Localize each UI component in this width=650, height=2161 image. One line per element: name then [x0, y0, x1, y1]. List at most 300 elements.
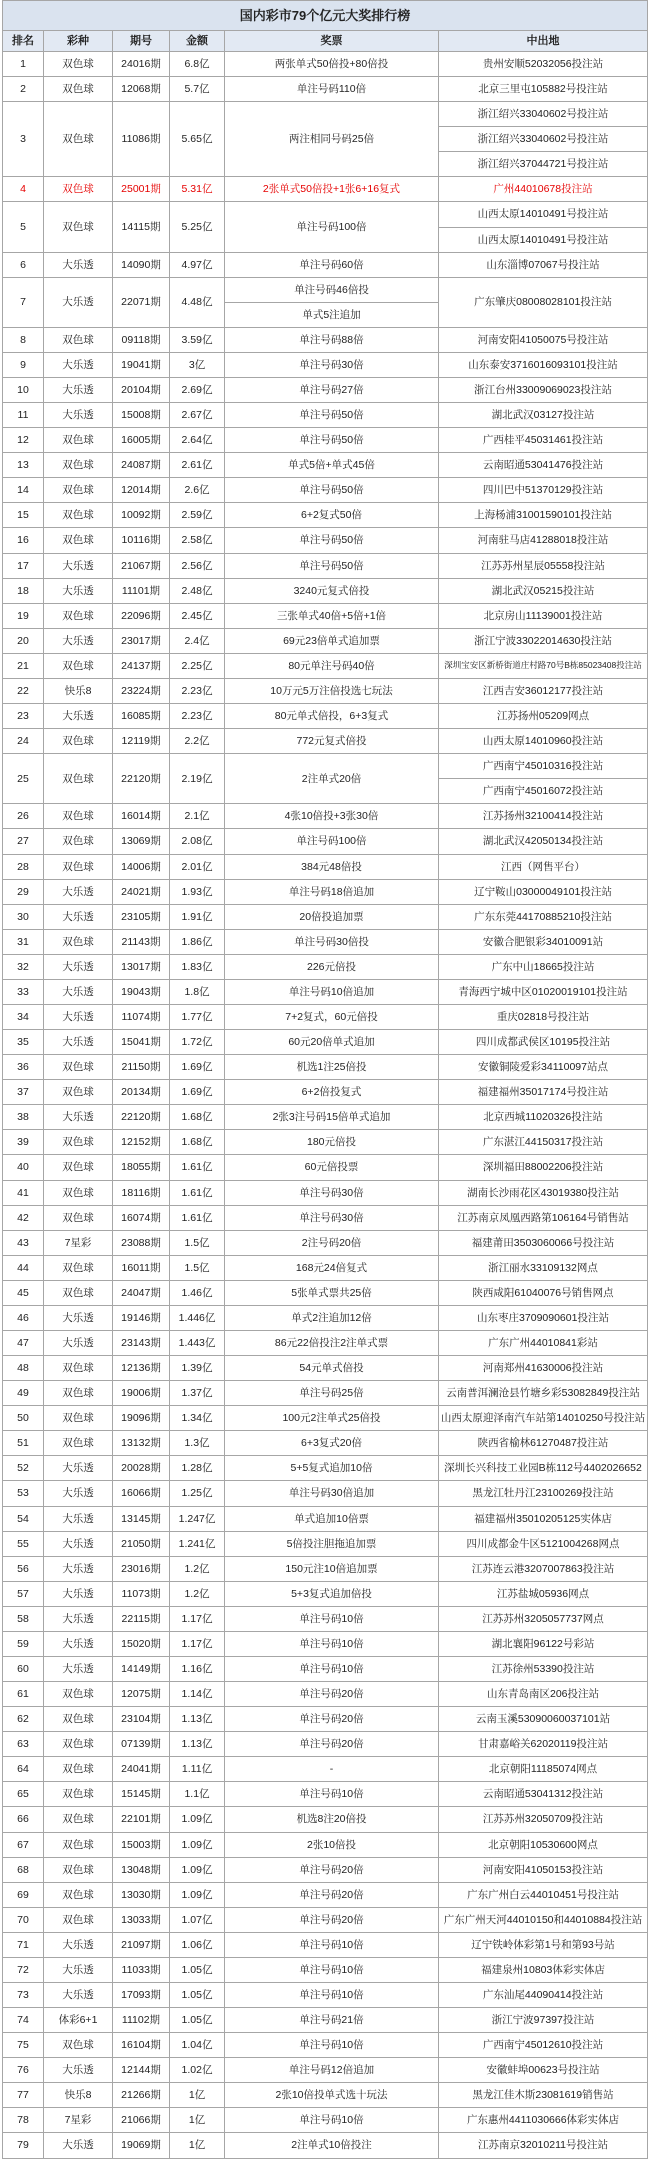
issue-cell: 23088期 — [113, 1231, 170, 1256]
rank-cell: 39 — [3, 1130, 44, 1155]
location-cell: 福建泉州10803体彩实体店 — [439, 1958, 648, 1983]
location-cell: 湖北武汉42050134投注站 — [439, 829, 648, 854]
amount-cell: 1.14亿 — [170, 1682, 225, 1707]
location-cell: 云南普洱澜沧县竹塘乡彩53082849投注站 — [439, 1381, 648, 1406]
lottery-type-cell: 双色球 — [44, 1055, 113, 1080]
rank-cell: 9 — [3, 353, 44, 378]
location-cell: 陕西省榆林61270487投注站 — [439, 1431, 648, 1456]
location-cell: 河南驻马店41288018投注站 — [439, 528, 648, 553]
rank-cell: 78 — [3, 2108, 44, 2133]
lottery-type-cell: 双色球 — [44, 1381, 113, 1406]
issue-cell: 19006期 — [113, 1381, 170, 1406]
column-header-issue: 期号 — [113, 31, 170, 52]
rank-cell: 71 — [3, 1933, 44, 1958]
table-row — [3, 2058, 648, 2083]
lottery-type-cell: 双色球 — [44, 1833, 113, 1858]
issue-cell: 23224期 — [113, 679, 170, 704]
table-row — [3, 1055, 648, 1080]
location-cell: 广东广州44010841彩站 — [439, 1331, 648, 1356]
ticket-cell: 单注号码20倍 — [225, 1732, 439, 1757]
location-cell: 甘肃嘉峪关62020119投注站 — [439, 1732, 648, 1757]
rank-cell: 7 — [3, 278, 44, 328]
lottery-type-cell: 双色球 — [44, 478, 113, 503]
issue-cell: 23143期 — [113, 1331, 170, 1356]
amount-cell: 2.64亿 — [170, 428, 225, 453]
table-row — [3, 729, 648, 754]
rank-cell: 1 — [3, 52, 44, 77]
location-cell: 福建莆田3503060066号投注站 — [439, 1231, 648, 1256]
amount-cell: 3亿 — [170, 353, 225, 378]
amount-cell: 1.05亿 — [170, 2008, 225, 2033]
rank-cell: 5 — [3, 202, 44, 252]
ticket-cell: 6+2复式50倍 — [225, 503, 439, 528]
rank-cell: 20 — [3, 629, 44, 654]
ticket-cell: 单注号码60倍 — [225, 253, 439, 278]
ranking-table — [2, 0, 648, 2159]
lottery-type-cell: 大乐透 — [44, 278, 113, 328]
lottery-type-cell: 双色球 — [44, 453, 113, 478]
table-row — [3, 202, 648, 252]
issue-cell: 11086期 — [113, 102, 170, 177]
ticket-cell: 3240元复式倍投 — [225, 579, 439, 604]
issue-cell: 16104期 — [113, 2033, 170, 2058]
rank-cell: 33 — [3, 980, 44, 1005]
header-row — [3, 31, 648, 52]
lottery-type-cell: 大乐透 — [44, 1331, 113, 1356]
issue-cell: 20104期 — [113, 378, 170, 403]
rank-cell: 44 — [3, 1256, 44, 1281]
rank-cell: 74 — [3, 2008, 44, 2033]
amount-cell: 1.17亿 — [170, 1632, 225, 1657]
ticket-cell: 226元倍投 — [225, 955, 439, 980]
amount-cell: 1.13亿 — [170, 1707, 225, 1732]
rank-cell: 79 — [3, 2133, 44, 2158]
amount-cell: 5.25亿 — [170, 202, 225, 252]
amount-cell: 2.23亿 — [170, 679, 225, 704]
ticket-cell: 单注号码10倍 — [225, 1983, 439, 2008]
table-row — [3, 1532, 648, 1557]
location-cell: 广西桂平45031461投注站 — [439, 428, 648, 453]
location-cell: 贵州安顺52032056投注站 — [439, 52, 648, 77]
issue-cell: 24137期 — [113, 654, 170, 679]
lottery-type-cell: 双色球 — [44, 2033, 113, 2058]
table-row — [3, 1481, 648, 1506]
issue-cell: 22115期 — [113, 1607, 170, 1632]
lottery-type-cell: 7星彩 — [44, 2108, 113, 2133]
amount-cell: 1.1亿 — [170, 1782, 225, 1807]
issue-cell: 24041期 — [113, 1757, 170, 1782]
location-cell: 四川成都武侯区10195投注站 — [439, 1030, 648, 1055]
lottery-type-cell: 双色球 — [44, 1181, 113, 1206]
location-cell: 广东广州天河44010150和44010884投注站 — [439, 1908, 648, 1933]
issue-cell: 16005期 — [113, 428, 170, 453]
ticket-cell: 60元20倍单式追加 — [225, 1030, 439, 1055]
rank-cell: 57 — [3, 1582, 44, 1607]
ticket-cell: 2注单式20倍 — [225, 754, 439, 804]
amount-cell: 6.8亿 — [170, 52, 225, 77]
location-cell: 广东东莞44170885210投注站 — [439, 905, 648, 930]
lottery-type-cell: 大乐透 — [44, 1582, 113, 1607]
table-row — [3, 453, 648, 478]
rank-cell: 46 — [3, 1306, 44, 1331]
location-cell: 江苏苏州32050709投注站 — [439, 1807, 648, 1832]
ticket-cell: 4张10倍投+3张30倍 — [225, 804, 439, 829]
amount-cell: 1.02亿 — [170, 2058, 225, 2083]
lottery-type-cell: 双色球 — [44, 202, 113, 252]
issue-cell: 19069期 — [113, 2133, 170, 2158]
amount-cell: 1.68亿 — [170, 1105, 225, 1130]
amount-cell: 5.7亿 — [170, 77, 225, 102]
rank-cell: 56 — [3, 1557, 44, 1582]
ticket-cell: 2张3注号码15倍单式追加 — [225, 1105, 439, 1130]
location-cell: 浙江绍兴33040602号投注站 — [439, 102, 648, 127]
location-cell: 北京三里屯105882号投注站 — [439, 77, 648, 102]
rank-cell: 10 — [3, 378, 44, 403]
amount-cell: 1.28亿 — [170, 1456, 225, 1481]
table-row — [3, 1431, 648, 1456]
table-title: 国内彩市79个亿元大奖排行榜 — [3, 1, 648, 31]
amount-cell: 1.11亿 — [170, 1757, 225, 1782]
amount-cell: 2.01亿 — [170, 855, 225, 880]
location-cell: 辽宁鞍山03000049101投注站 — [439, 880, 648, 905]
amount-cell: 1.61亿 — [170, 1155, 225, 1180]
ticket-cell: 单注号码100倍 — [225, 829, 439, 854]
issue-cell: 21143期 — [113, 930, 170, 955]
table-row — [3, 2133, 648, 2158]
location-cell: 河南郑州41630006投注站 — [439, 1356, 648, 1381]
table-row — [3, 855, 648, 880]
amount-cell: 1.69亿 — [170, 1055, 225, 1080]
lottery-type-cell: 双色球 — [44, 1732, 113, 1757]
location-cell: 云南昭通53041476投注站 — [439, 453, 648, 478]
ticket-cell: 单注号码50倍 — [225, 428, 439, 453]
location-cell: 广东肇庆08008028101投注站 — [439, 278, 648, 328]
ticket-cell: 5+3复式追加倍投 — [225, 1582, 439, 1607]
location-cell: 山东枣庄3709090601投注站 — [439, 1306, 648, 1331]
column-header-rank: 排名 — [3, 31, 44, 52]
lottery-type-cell: 大乐透 — [44, 1456, 113, 1481]
rank-cell: 18 — [3, 579, 44, 604]
amount-cell: 1.07亿 — [170, 1908, 225, 1933]
location-cell: 湖北武汉03127投注站 — [439, 403, 648, 428]
table-row — [3, 1231, 648, 1256]
issue-cell: 25001期 — [113, 177, 170, 202]
lottery-type-cell: 双色球 — [44, 102, 113, 177]
rank-cell: 23 — [3, 704, 44, 729]
amount-cell: 1.77亿 — [170, 1005, 225, 1030]
table-row — [3, 2033, 648, 2058]
issue-cell: 16011期 — [113, 1256, 170, 1281]
table-row — [3, 905, 648, 930]
amount-cell: 1亿 — [170, 2083, 225, 2108]
amount-cell: 1.86亿 — [170, 930, 225, 955]
location-cell: 山东泰安3716016093101投注站 — [439, 353, 648, 378]
amount-cell: 1.446亿 — [170, 1306, 225, 1331]
issue-cell: 22096期 — [113, 604, 170, 629]
amount-cell: 2.25亿 — [170, 654, 225, 679]
issue-cell: 14115期 — [113, 202, 170, 252]
table-row — [3, 1757, 648, 1782]
lottery-type-cell: 大乐透 — [44, 1983, 113, 2008]
issue-cell: 11074期 — [113, 1005, 170, 1030]
amount-cell: 1.2亿 — [170, 1557, 225, 1582]
amount-cell: 1.05亿 — [170, 1958, 225, 1983]
table-row — [3, 278, 648, 328]
rank-cell: 4 — [3, 177, 44, 202]
issue-cell: 22120期 — [113, 1105, 170, 1130]
location-cell: 北京朝阳10530600网点 — [439, 1833, 648, 1858]
location-cell: 福建福州35017174号投注站 — [439, 1080, 648, 1105]
amount-cell: 2.58亿 — [170, 528, 225, 553]
table-row — [3, 503, 648, 528]
amount-cell: 1.443亿 — [170, 1331, 225, 1356]
location-cell: 广东汕尾44090414投注站 — [439, 1983, 648, 2008]
issue-cell: 12075期 — [113, 1682, 170, 1707]
ticket-cell: 单注号码50倍 — [225, 528, 439, 553]
rank-cell: 69 — [3, 1883, 44, 1908]
table-row — [3, 1807, 648, 1832]
lottery-type-cell: 双色球 — [44, 1807, 113, 1832]
ticket-cell: 机选1注25倍投 — [225, 1055, 439, 1080]
table-row — [3, 1406, 648, 1431]
lottery-type-cell: 大乐透 — [44, 1933, 113, 1958]
column-header-amount: 金额 — [170, 31, 225, 52]
location-cell: 湖北襄阳96122号彩站 — [439, 1632, 648, 1657]
rank-cell: 22 — [3, 679, 44, 704]
lottery-type-cell: 双色球 — [44, 754, 113, 804]
lottery-type-cell: 双色球 — [44, 328, 113, 353]
location-cell: 广西南宁45016072投注站 — [439, 779, 648, 804]
rank-cell: 52 — [3, 1456, 44, 1481]
location-cell: 广东惠州4411030666体彩实体店 — [439, 2108, 648, 2133]
ticket-cell: 单式5注追加 — [225, 303, 439, 328]
rank-cell: 37 — [3, 1080, 44, 1105]
table-row — [3, 1080, 648, 1105]
location-cell: 黑龙江牡丹江23100269投注站 — [439, 1481, 648, 1506]
rank-cell: 40 — [3, 1155, 44, 1180]
location-group — [439, 102, 648, 177]
lottery-type-cell: 大乐透 — [44, 905, 113, 930]
table-row — [3, 2083, 648, 2108]
location-cell: 浙江绍兴33040602号投注站 — [439, 127, 648, 152]
lottery-type-cell: 双色球 — [44, 77, 113, 102]
ticket-cell: 80元单式倍投，6+3复式 — [225, 704, 439, 729]
location-cell: 江苏扬州05209网点 — [439, 704, 648, 729]
rank-cell: 49 — [3, 1381, 44, 1406]
issue-cell: 18055期 — [113, 1155, 170, 1180]
amount-cell: 1亿 — [170, 2108, 225, 2133]
rank-cell: 42 — [3, 1206, 44, 1231]
table-row — [3, 1958, 648, 1983]
issue-cell: 19096期 — [113, 1406, 170, 1431]
location-cell: 浙江丽水33109132网点 — [439, 1256, 648, 1281]
table-row — [3, 1206, 648, 1231]
ticket-cell: 168元24倍复式 — [225, 1256, 439, 1281]
issue-cell: 19041期 — [113, 353, 170, 378]
lottery-type-cell: 大乐透 — [44, 629, 113, 654]
issue-cell: 15020期 — [113, 1632, 170, 1657]
issue-cell: 13048期 — [113, 1858, 170, 1883]
amount-cell: 1.247亿 — [170, 1507, 225, 1532]
amount-cell: 1.37亿 — [170, 1381, 225, 1406]
location-cell: 江苏南京32010211号投注站 — [439, 2133, 648, 2158]
ticket-cell: 单注号码20倍 — [225, 1858, 439, 1883]
amount-cell: 1.5亿 — [170, 1256, 225, 1281]
lottery-type-cell: 体彩6+1 — [44, 2008, 113, 2033]
lottery-type-cell: 快乐8 — [44, 679, 113, 704]
ticket-cell: 单注号码20倍 — [225, 1908, 439, 1933]
issue-cell: 07139期 — [113, 1732, 170, 1757]
column-header-ticket: 奖票 — [225, 31, 439, 52]
issue-cell: 23016期 — [113, 1557, 170, 1582]
location-cell: 广东中山18665投注站 — [439, 955, 648, 980]
rank-cell: 62 — [3, 1707, 44, 1732]
rank-cell: 36 — [3, 1055, 44, 1080]
lottery-type-cell: 大乐透 — [44, 1306, 113, 1331]
lottery-type-cell: 双色球 — [44, 1431, 113, 1456]
table-row — [3, 554, 648, 579]
location-cell: 云南玉溪53090060037101站 — [439, 1707, 648, 1732]
issue-cell: 15041期 — [113, 1030, 170, 1055]
rank-cell: 32 — [3, 955, 44, 980]
ticket-cell: 单注号码21倍 — [225, 2008, 439, 2033]
issue-cell: 24021期 — [113, 880, 170, 905]
issue-cell: 15008期 — [113, 403, 170, 428]
lottery-type-cell: 双色球 — [44, 1908, 113, 1933]
lottery-type-cell: 大乐透 — [44, 1632, 113, 1657]
issue-cell: 24047期 — [113, 1281, 170, 1306]
location-cell: 河南安阳41050075号投注站 — [439, 328, 648, 353]
table-row — [3, 1130, 648, 1155]
column-header-lottery-type: 彩种 — [44, 31, 113, 52]
issue-cell: 11101期 — [113, 579, 170, 604]
table-body — [3, 52, 648, 2159]
amount-cell: 1.8亿 — [170, 980, 225, 1005]
lottery-type-cell: 双色球 — [44, 1206, 113, 1231]
ticket-cell: 7+2复式，60元倍投 — [225, 1005, 439, 1030]
amount-cell: 1.68亿 — [170, 1130, 225, 1155]
table-row — [3, 378, 648, 403]
amount-cell: 2.48亿 — [170, 579, 225, 604]
amount-cell: 1.09亿 — [170, 1833, 225, 1858]
ticket-cell: 2注号码20倍 — [225, 1231, 439, 1256]
issue-cell: 16066期 — [113, 1481, 170, 1506]
ticket-cell: 6+2倍投复式 — [225, 1080, 439, 1105]
amount-cell: 2.59亿 — [170, 503, 225, 528]
location-cell: 深圳福田88002206投注站 — [439, 1155, 648, 1180]
rank-cell: 70 — [3, 1908, 44, 1933]
ticket-cell: 机选8注20倍投 — [225, 1807, 439, 1832]
lottery-type-cell: 双色球 — [44, 1707, 113, 1732]
rank-cell: 28 — [3, 855, 44, 880]
location-cell: 北京房山11139001投注站 — [439, 604, 648, 629]
lottery-type-cell: 双色球 — [44, 1281, 113, 1306]
ticket-cell: 54元单式倍投 — [225, 1356, 439, 1381]
location-group — [439, 202, 648, 252]
table-row — [3, 829, 648, 854]
rank-cell: 55 — [3, 1532, 44, 1557]
table-row — [3, 1632, 648, 1657]
rank-cell: 47 — [3, 1331, 44, 1356]
ticket-cell: 单式5倍+单式45倍 — [225, 453, 439, 478]
table-row — [3, 1456, 648, 1481]
amount-cell: 2.23亿 — [170, 704, 225, 729]
location-cell: 黑龙江佳木斯23081619销售站 — [439, 2083, 648, 2108]
rank-cell: 19 — [3, 604, 44, 629]
amount-cell: 2.6亿 — [170, 478, 225, 503]
amount-cell: 4.97亿 — [170, 253, 225, 278]
table-row — [3, 328, 648, 353]
issue-cell: 12119期 — [113, 729, 170, 754]
table-row — [3, 1657, 648, 1682]
issue-cell: 23104期 — [113, 1707, 170, 1732]
lottery-type-cell: 大乐透 — [44, 554, 113, 579]
location-cell: 广西南宁45012610投注站 — [439, 2033, 648, 2058]
ticket-cell: 单注号码20倍 — [225, 1883, 439, 1908]
issue-cell: 13145期 — [113, 1507, 170, 1532]
ticket-cell: 772元复式倍投 — [225, 729, 439, 754]
issue-cell: 12068期 — [113, 77, 170, 102]
amount-cell: 2.2亿 — [170, 729, 225, 754]
ticket-cell: 单注号码10倍 — [225, 1782, 439, 1807]
rank-cell: 26 — [3, 804, 44, 829]
amount-cell: 1.83亿 — [170, 955, 225, 980]
lottery-type-cell: 大乐透 — [44, 704, 113, 729]
ticket-cell: 100元2注单式25倍投 — [225, 1406, 439, 1431]
table-row — [3, 1181, 648, 1206]
rank-cell: 45 — [3, 1281, 44, 1306]
issue-cell: 23017期 — [113, 629, 170, 654]
ticket-cell: 单注号码88倍 — [225, 328, 439, 353]
location-cell: 浙江台州33009069023投注站 — [439, 378, 648, 403]
issue-cell: 23105期 — [113, 905, 170, 930]
issue-cell: 13033期 — [113, 1908, 170, 1933]
amount-cell: 1.09亿 — [170, 1858, 225, 1883]
amount-cell: 1.241亿 — [170, 1532, 225, 1557]
ticket-cell: 5张单式票共25倍 — [225, 1281, 439, 1306]
rank-cell: 67 — [3, 1833, 44, 1858]
lottery-type-cell: 双色球 — [44, 503, 113, 528]
table-row — [3, 1281, 648, 1306]
amount-cell: 1.61亿 — [170, 1206, 225, 1231]
ticket-cell: 单注号码10倍 — [225, 1933, 439, 1958]
amount-cell: 1.06亿 — [170, 1933, 225, 1958]
amount-cell: 3.59亿 — [170, 328, 225, 353]
table-row — [3, 177, 648, 202]
ticket-cell: 2张单式50倍投+1张6+16复式 — [225, 177, 439, 202]
rank-cell: 61 — [3, 1682, 44, 1707]
issue-cell: 13069期 — [113, 829, 170, 854]
issue-cell: 09118期 — [113, 328, 170, 353]
table-row — [3, 1983, 648, 2008]
ticket-cell: 单注号码50倍 — [225, 403, 439, 428]
issue-cell: 12014期 — [113, 478, 170, 503]
location-cell: 云南昭通53041312投注站 — [439, 1782, 648, 1807]
lottery-type-cell: 大乐透 — [44, 2058, 113, 2083]
ticket-cell: 80元单注号码40倍 — [225, 654, 439, 679]
lottery-type-cell: 双色球 — [44, 654, 113, 679]
amount-cell: 2.69亿 — [170, 378, 225, 403]
column-header-location: 中出地 — [439, 31, 648, 52]
location-cell: 安徽合肥银彩34010091站 — [439, 930, 648, 955]
rank-cell: 60 — [3, 1657, 44, 1682]
lottery-type-cell: 大乐透 — [44, 253, 113, 278]
rank-cell: 14 — [3, 478, 44, 503]
lottery-type-cell: 双色球 — [44, 1356, 113, 1381]
ticket-cell: 单式2注追加12倍 — [225, 1306, 439, 1331]
table-row — [3, 930, 648, 955]
location-cell: 重庆02818号投注站 — [439, 1005, 648, 1030]
